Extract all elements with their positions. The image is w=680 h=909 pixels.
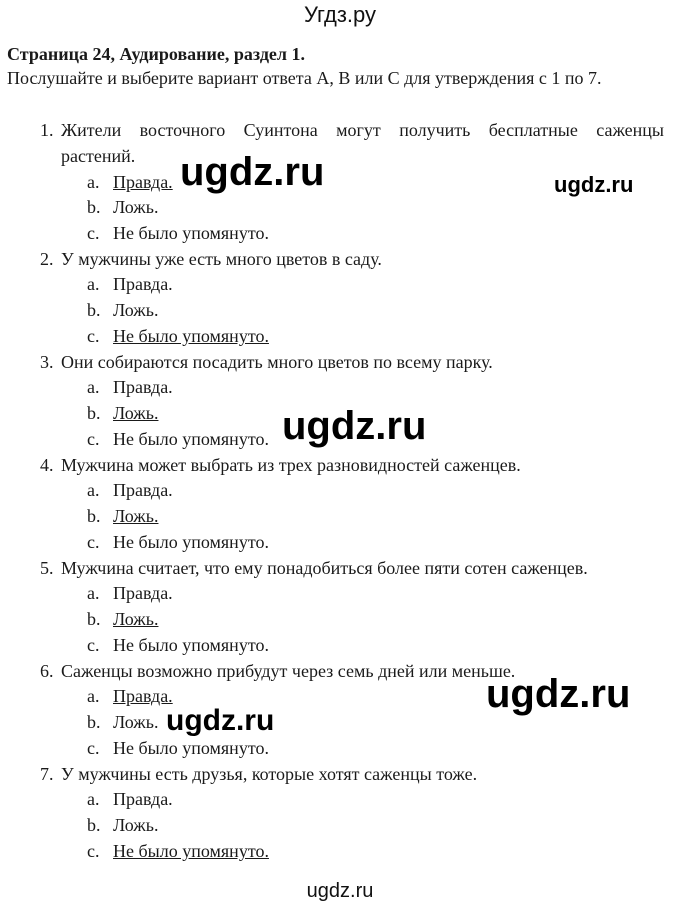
option-7b: b. Ложь.: [87, 815, 159, 835]
option-2c: c. Не было упомянуто.: [87, 326, 269, 346]
question-2-text: У мужчины уже есть много цветов в саду.: [61, 249, 382, 269]
watermark: ugdz.ru: [554, 172, 634, 197]
question-6: 6.: [40, 661, 54, 681]
option-1a: a. Правда.: [87, 172, 173, 192]
question-5-text: Мужчина считает, что ему понадобиться более пяти сотен саженцев.: [61, 558, 588, 578]
question-3: 3.: [40, 352, 54, 372]
option-6c: c. Не было упомянуто.: [87, 738, 269, 758]
option-3a: a. Правда.: [87, 377, 173, 397]
site-title: Угдз.ру: [303, 2, 377, 27]
option-6b: b. Ложь.: [87, 712, 159, 732]
option-4a: a. Правда.: [87, 480, 173, 500]
option-6a: a. Правда.: [87, 686, 173, 706]
question-6-text: Саженцы возможно прибудут через семь дней или меньше.: [61, 661, 516, 681]
option-3c: c. Не было упомянуто.: [87, 429, 269, 449]
watermark: ugdz.ru: [486, 672, 631, 716]
question-text-line: растений.: [61, 146, 136, 166]
question-4: 4.: [40, 455, 54, 475]
question-5: 5.: [40, 558, 54, 578]
question-7-text: У мужчины есть друзья, которые хотят саженцы тоже.: [61, 764, 478, 784]
watermark: ugdz.ru: [166, 704, 275, 737]
question-2: 2.: [40, 249, 54, 269]
option-7a: a. Правда.: [87, 789, 173, 809]
page-heading: Страница 24, Аудирование, раздел 1.: [7, 44, 306, 64]
footer-watermark: ugdz.ru: [306, 880, 374, 902]
option-4c: c. Не было упомянуто.: [87, 532, 269, 552]
question-1: [40, 117, 61, 143]
option-7c: c. Не было упомянуто.: [87, 841, 269, 861]
option-5c: c. Не было упомянуто.: [87, 635, 269, 655]
option-5b: b. Ложь.: [87, 609, 159, 629]
option-3b: b. Ложь.: [87, 403, 159, 423]
option-2b: b. Ложь.: [87, 300, 159, 320]
instruction-text: Послушайте и выберите вариант ответа А, В или С для утверждения с 1 по 7.: [7, 68, 602, 88]
option-1b: b. Ложь.: [87, 197, 159, 217]
option-1c: c. Не было упомянуто.: [87, 223, 269, 243]
watermark: ugdz.ru: [180, 150, 325, 194]
question-text-line: Жители восточного Суинтона могут получить бесплатные саженцы: [61, 120, 664, 140]
option-5a: a. Правда.: [87, 583, 173, 603]
question-3-text: Они собираются посадить много цветов по всему парку.: [61, 352, 493, 372]
watermark: ugdz.ru: [282, 404, 427, 448]
option-4b: b. Ложь.: [87, 506, 159, 526]
question-4-text: Мужчина может выбрать из трех разновидностей саженцев.: [61, 455, 521, 475]
question-number: 1.: [40, 120, 54, 140]
question-1-text: [61, 117, 664, 169]
question-7: 7.: [40, 764, 54, 784]
option-2a: a. Правда.: [87, 274, 173, 294]
